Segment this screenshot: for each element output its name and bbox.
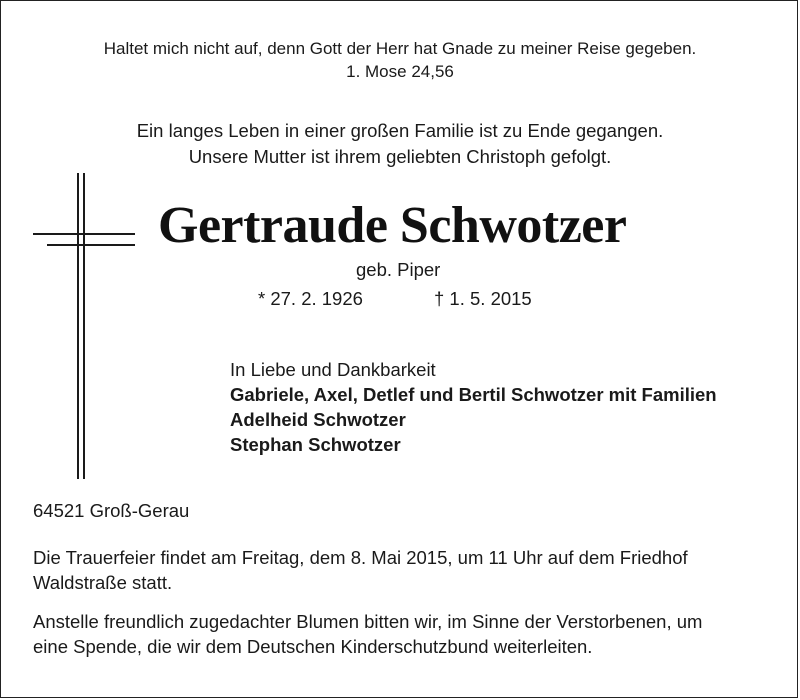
cross-icon — [33, 173, 135, 479]
birth-date: * 27. 2. 1926 — [258, 288, 363, 309]
mourner-line: Adelheid Schwotzer — [230, 409, 406, 430]
motto-verse: Haltet mich nicht auf, denn Gott der Herr hat Gnade zu meiner Reise gegeben. — [103, 39, 697, 58]
deceased-name: Gertraude Schwotzer — [158, 197, 627, 254]
intro-line-1: Ein langes Leben in einer großen Familie ist zu Ende gegangen. — [136, 120, 664, 141]
mourner-line: Stephan Schwotzer — [230, 434, 401, 455]
mourner-line: Gabriele, Axel, Detlef und Bertil Schwotzer mit Familien — [230, 384, 717, 405]
mourners-intro: In Liebe und Dankbarkeit — [230, 359, 436, 380]
donation-line-1: Anstelle freundlich zugedachter Blumen bitten wir, im Sinne der Verstorbenen, um — [33, 611, 703, 632]
funeral-line-2: Waldstraße statt. — [33, 572, 173, 593]
motto-reference: 1. Mose 24,56 — [346, 62, 454, 81]
death-date: † 1. 5. 2015 — [434, 288, 532, 309]
donation-line-2: eine Spende, die wir dem Deutschen Kinderschutzbund weiterleiten. — [33, 636, 593, 657]
intro-line-2: Unsere Mutter ist ihrem geliebten Christoph gefolgt. — [188, 146, 612, 167]
funeral-line-1: Die Trauerfeier findet am Freitag, dem 8. Mai 2015, um 11 Uhr auf dem Friedhof — [33, 547, 688, 568]
birth-name: geb. Piper — [356, 259, 441, 280]
address: 64521 Groß-Gerau — [33, 500, 190, 521]
